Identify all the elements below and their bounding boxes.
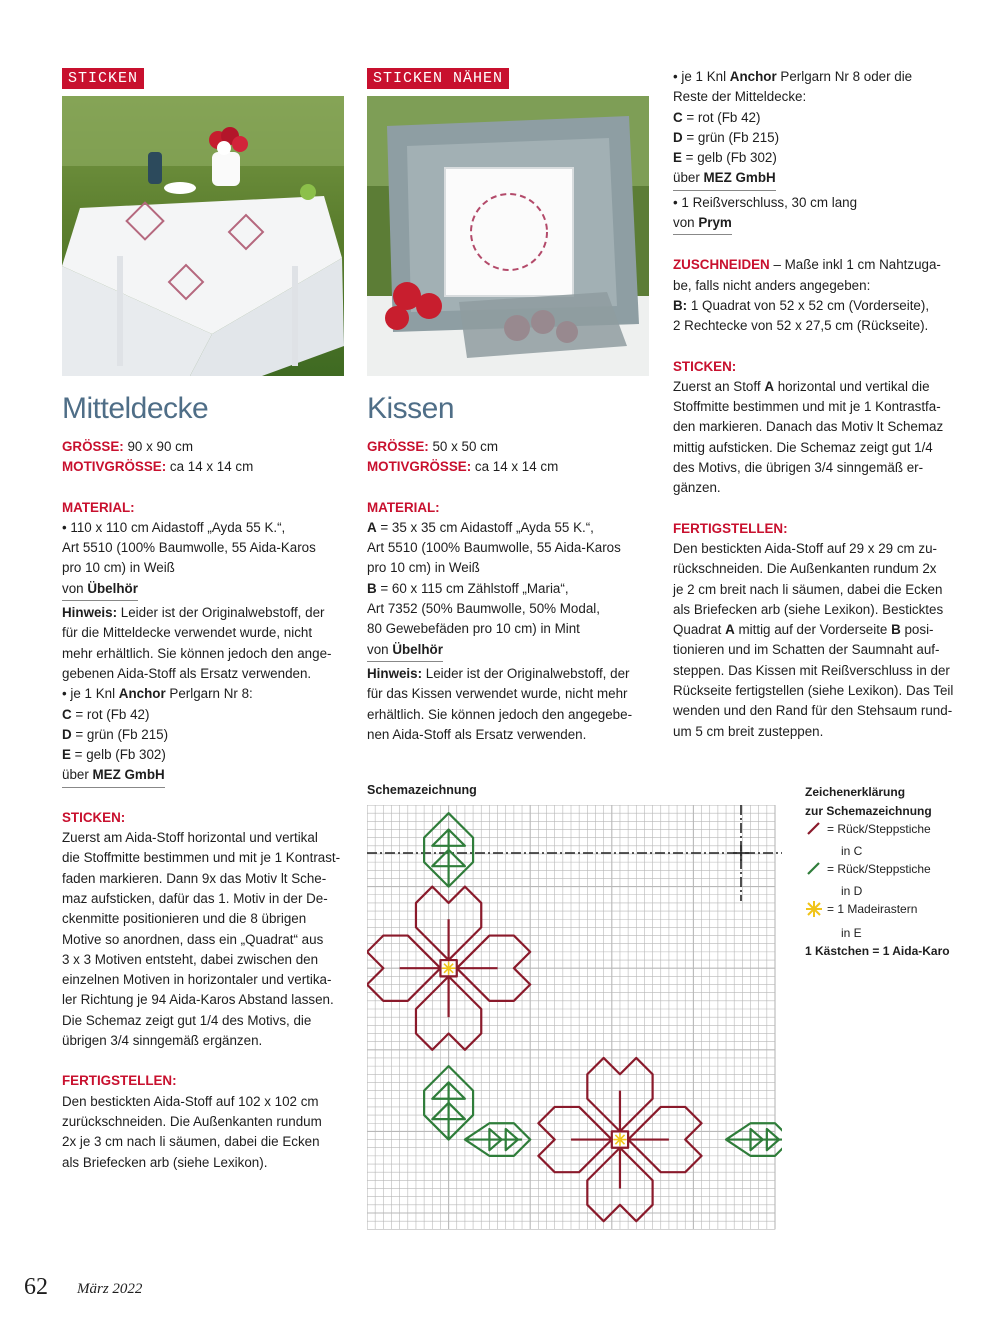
body-text: Zuerst an Stoff — [673, 378, 765, 394]
color-value: = rot (Fb 42) — [682, 109, 761, 125]
hint-text: für das Kissen verwendet wurde, nicht mehr — [367, 686, 628, 702]
color-key-c: C — [62, 706, 72, 722]
material-line: pro 10 cm) in Weiß — [367, 560, 480, 576]
hint-label: Hinweis: — [367, 665, 423, 681]
stitch-body — [62, 828, 346, 1051]
material-line: Art 5510 (100% Baumwolle, 55 Aida-Karos — [367, 540, 621, 556]
pattern-grid — [367, 805, 775, 1229]
body-line: des Motivs, die übrigen 3/4 sinngemäß er- — [673, 460, 924, 476]
material-line: pro 10 cm) in Weiß — [62, 560, 175, 576]
color-value: = grün (Fb 215) — [71, 726, 169, 742]
ueber-text: über — [62, 767, 93, 783]
material-key-b: B — [367, 580, 377, 596]
supplier-name: MEZ GmbH — [703, 170, 776, 186]
madeira-star-icon — [805, 900, 827, 924]
material-key-a: A — [367, 519, 377, 535]
tablecloth-photo-image — [62, 96, 344, 376]
color-key-d: D — [62, 726, 72, 742]
fabric-key-a: A — [725, 622, 735, 638]
body-line: tionieren und im Schatten der Saumnaht auf- — [673, 642, 940, 658]
body-line: zurückschneiden. Die Außenkanten rundum — [62, 1113, 322, 1129]
body-line: Motive so anordnen, dass ein „Quadrat“ aus — [62, 931, 324, 947]
category-tag-sticken: STICKEN — [62, 68, 144, 89]
color-value: = grün (Fb 215) — [682, 129, 780, 145]
yarn-brand: Anchor — [729, 69, 777, 84]
supplier-ubelhor — [62, 579, 138, 601]
legend-sub: in D — [841, 883, 863, 898]
body-text: posi- — [900, 622, 934, 638]
legend-label: = Rück/Steppstiche — [827, 822, 931, 836]
color-key-e: E — [673, 150, 682, 166]
body-line: gänzen. — [673, 480, 721, 496]
cut-key-b: B: — [673, 297, 688, 313]
body-line: Den bestickten Aida-Stoff auf 102 x 102 cm — [62, 1093, 319, 1109]
body-line: 2x je 3 cm nach li säumen, dabei die Ecken — [62, 1134, 320, 1150]
category-tag-sticken-naehen: STICKEN NÄHEN — [367, 68, 509, 89]
legend-item-green — [805, 860, 950, 882]
material-line: 80 Gewebefäden pro 10 cm) in Mint — [367, 621, 580, 637]
von-text: von — [62, 580, 88, 596]
body-line: um 5 cm breit zusteppen. — [673, 723, 824, 739]
finish-heading: FERTIGSTELLEN: — [673, 520, 788, 536]
supplier-name: Übelhör — [87, 580, 138, 596]
body-line: je 2 cm breit nach li säumen, dabei die Ecken — [673, 581, 943, 597]
body-line: die Stoffmitte bestimmen und mit je 1 Kontrast- — [62, 850, 341, 866]
supplier-name: Übelhör — [392, 641, 443, 657]
supplier-mez — [62, 765, 165, 787]
middle-column-text — [367, 437, 651, 745]
pillow-photo-image — [367, 96, 649, 376]
pillow-photo — [367, 96, 649, 376]
size-value: 90 x 90 cm — [123, 439, 193, 454]
right-column-text — [673, 67, 963, 742]
body-line: Die Schemaz zeigt gut 1/4 des Motivs, die — [62, 1012, 312, 1028]
supplier-mez — [673, 168, 776, 190]
color-key-d: D — [673, 129, 683, 145]
body-line: Den bestickten Aida-Stoff auf 29 x 29 cm zu- — [673, 540, 937, 556]
body-line: ler Richtung je 94 Aida-Karos Abstand lassen. — [62, 992, 334, 1008]
body-line: wenden und den Rand für den Stehsaum rund- — [673, 703, 953, 719]
page-number: 62 — [24, 1274, 48, 1300]
size-value: 50 x 50 cm — [428, 439, 498, 454]
body-line: maz aufsticken, dafür das 1. Motiv in der De- — [62, 890, 328, 906]
yarn-text: Perlgarn Nr 8: — [165, 686, 253, 702]
von-text: von — [673, 215, 699, 231]
supplier-name: Prym — [698, 215, 732, 231]
body-line: mittig aufsticken. Die Schemaz zeigt gut 1/4 — [673, 439, 933, 455]
yarn-text: Perlgarn Nr 8 oder die — [776, 69, 913, 84]
yarn-brand: Anchor — [118, 686, 166, 702]
title-mitteldecke: Mitteldecke — [62, 392, 209, 425]
issue-date: März 2022 — [77, 1281, 143, 1297]
legend-item-red — [805, 820, 950, 842]
pattern-chart — [367, 805, 782, 1230]
motif-label: MOTIVGRÖSSE: — [62, 459, 167, 475]
body-line: faden markieren. Dann 9x das Motiv lt Sche- — [62, 870, 327, 886]
color-value: = gelb (Fb 302) — [681, 150, 777, 166]
body-line: den markieren. Danach das Motiv lt Schemaz — [673, 419, 944, 435]
stitch-heading: STICKEN: — [62, 809, 126, 825]
body-line: als Briefecken arb (siehe Lexikon). — [62, 1154, 268, 1170]
hint-text: nen Aida-Stoff als Ersatz verwenden. — [367, 726, 587, 742]
legend-label: = Rück/Steppstiche — [827, 862, 931, 876]
left-column-text — [62, 437, 346, 1173]
color-value: = gelb (Fb 302) — [70, 747, 166, 763]
size-label: GRÖSSE: — [62, 439, 124, 454]
body-line: 3 x 3 Motiven entsteht, dabei zwischen den — [62, 951, 319, 967]
body-text: horizontal und vertikal die — [773, 378, 930, 394]
legend-title: Zeichenerklärung — [805, 785, 906, 799]
cut-text: – Maße inkl 1 cm Nahtzuga- — [769, 257, 941, 273]
yarn-text: Reste der Mitteldecke: — [673, 89, 807, 105]
yarn-text: • je 1 Knl — [673, 69, 730, 84]
madeira-star — [442, 962, 455, 975]
size-line — [62, 437, 346, 457]
motif-line — [62, 457, 346, 477]
cut-heading: ZUSCHNEIDEN — [673, 257, 770, 273]
supplier-ubelhor — [367, 640, 443, 662]
ueber-text: über — [673, 170, 704, 186]
hint-text: Leider ist der Originalwebstoff, der — [422, 665, 630, 681]
green-stitch-icon — [805, 860, 827, 882]
chart-legend — [805, 783, 950, 961]
material-line: Art 7352 (50% Baumwolle, 50% Modal, — [367, 601, 600, 617]
madeira-star — [613, 1133, 626, 1146]
material-heading: MATERIAL: — [62, 499, 135, 515]
body-line: Zuerst am Aida-Stoff horizontal und vertikal — [62, 830, 318, 846]
body-line: Rückseite fertigstellen (siehe Lexikon). Das Teil — [673, 683, 954, 699]
material-line: = 35 x 35 cm Aidastoff „Ayda 55 K.“, — [376, 519, 594, 535]
body-text: mittig auf der Vorderseite — [734, 622, 892, 638]
body-line: übrigen 3/4 sinngemäß ergänzen. — [62, 1033, 263, 1049]
color-key-c: C — [673, 109, 683, 125]
center-cross — [733, 845, 749, 861]
legend-sub: in C — [841, 843, 863, 858]
motif-value: ca 14 x 14 cm — [471, 459, 559, 475]
middle-tag-wrap — [367, 68, 509, 89]
material-heading: MATERIAL: — [367, 499, 440, 515]
body-line: einzelnen Motiven in horizontaler und vertika- — [62, 972, 332, 988]
color-key-e: E — [62, 747, 71, 763]
material-line: = 60 x 115 cm Zählstoff „Maria“, — [376, 580, 569, 596]
material-line: Art 5510 (100% Baumwolle, 55 Aida-Karos — [62, 540, 316, 556]
body-line: ckenmitte positionieren und die 8 übrigen — [62, 911, 307, 927]
body-text: Quadrat — [673, 622, 726, 638]
legend-item-star — [805, 900, 950, 924]
body-line: Stoffmitte bestimmen und mit je 1 Kontrastfa- — [673, 399, 941, 415]
yarn-text: • je 1 Knl — [62, 686, 119, 702]
supplier-name: MEZ GmbH — [92, 767, 165, 783]
fabric-key-b: B — [891, 622, 901, 638]
cut-text: 2 Rechtecke von 52 x 27,5 cm (Rückseite). — [673, 318, 929, 334]
cut-text: 1 Quadrat von 52 x 52 cm (Vorderseite), — [687, 297, 930, 313]
fabric-key-a: A — [764, 378, 774, 394]
hint-text: für die Mitteldecke verwendet wurde, nicht — [62, 625, 313, 641]
body-line: steppen. Das Kissen mit Reißverschluss in der — [673, 662, 950, 678]
left-tag-wrap — [62, 68, 144, 89]
legend-label: = 1 Madeirastern — [827, 902, 918, 916]
zipper-line: • 1 Reißverschluss, 30 cm lang — [673, 194, 858, 210]
cut-text: be, falls nicht anders angegeben: — [673, 277, 871, 293]
size-label: GRÖSSE: — [367, 439, 429, 454]
hint-label: Hinweis: — [62, 605, 118, 621]
tablecloth-photo — [62, 96, 344, 376]
motif-label: MOTIVGRÖSSE: — [367, 459, 472, 475]
von-text: von — [367, 641, 393, 657]
material-line: • 110 x 110 cm Aidastoff „Ayda 55 K.“, — [62, 519, 286, 535]
stitch-heading: STICKEN: — [673, 358, 737, 374]
body-line: rückschneiden. Die Außenkanten rundum 2x — [673, 561, 937, 577]
legend-note: 1 Kästchen = 1 Aida-Karo — [805, 944, 950, 958]
legend-title: zur Schemazeichnung — [805, 803, 932, 818]
supplier-prym — [673, 213, 732, 235]
color-value: = rot (Fb 42) — [71, 706, 150, 722]
body-line: als Briefecken arb (siehe Lexikon). Besticktes — [673, 601, 944, 617]
hint-text: Leider ist der Originalwebstoff, der — [117, 605, 325, 621]
legend-sub: in E — [841, 925, 862, 940]
title-kissen: Kissen — [367, 392, 455, 425]
hint-text: gebenen Aida-Stoff als Ersatz verwenden. — [62, 665, 312, 681]
chart-title: Schemazeichnung — [367, 783, 477, 797]
red-stitch-icon — [805, 820, 827, 842]
finish-heading: FERTIGSTELLEN: — [62, 1073, 177, 1089]
hint-text: mehr erhältlich. Sie können jedoch den ange- — [62, 645, 332, 661]
motif-value: ca 14 x 14 cm — [166, 459, 254, 475]
hint-text: erhältlich. Sie können jedoch den angegebe- — [367, 706, 633, 722]
